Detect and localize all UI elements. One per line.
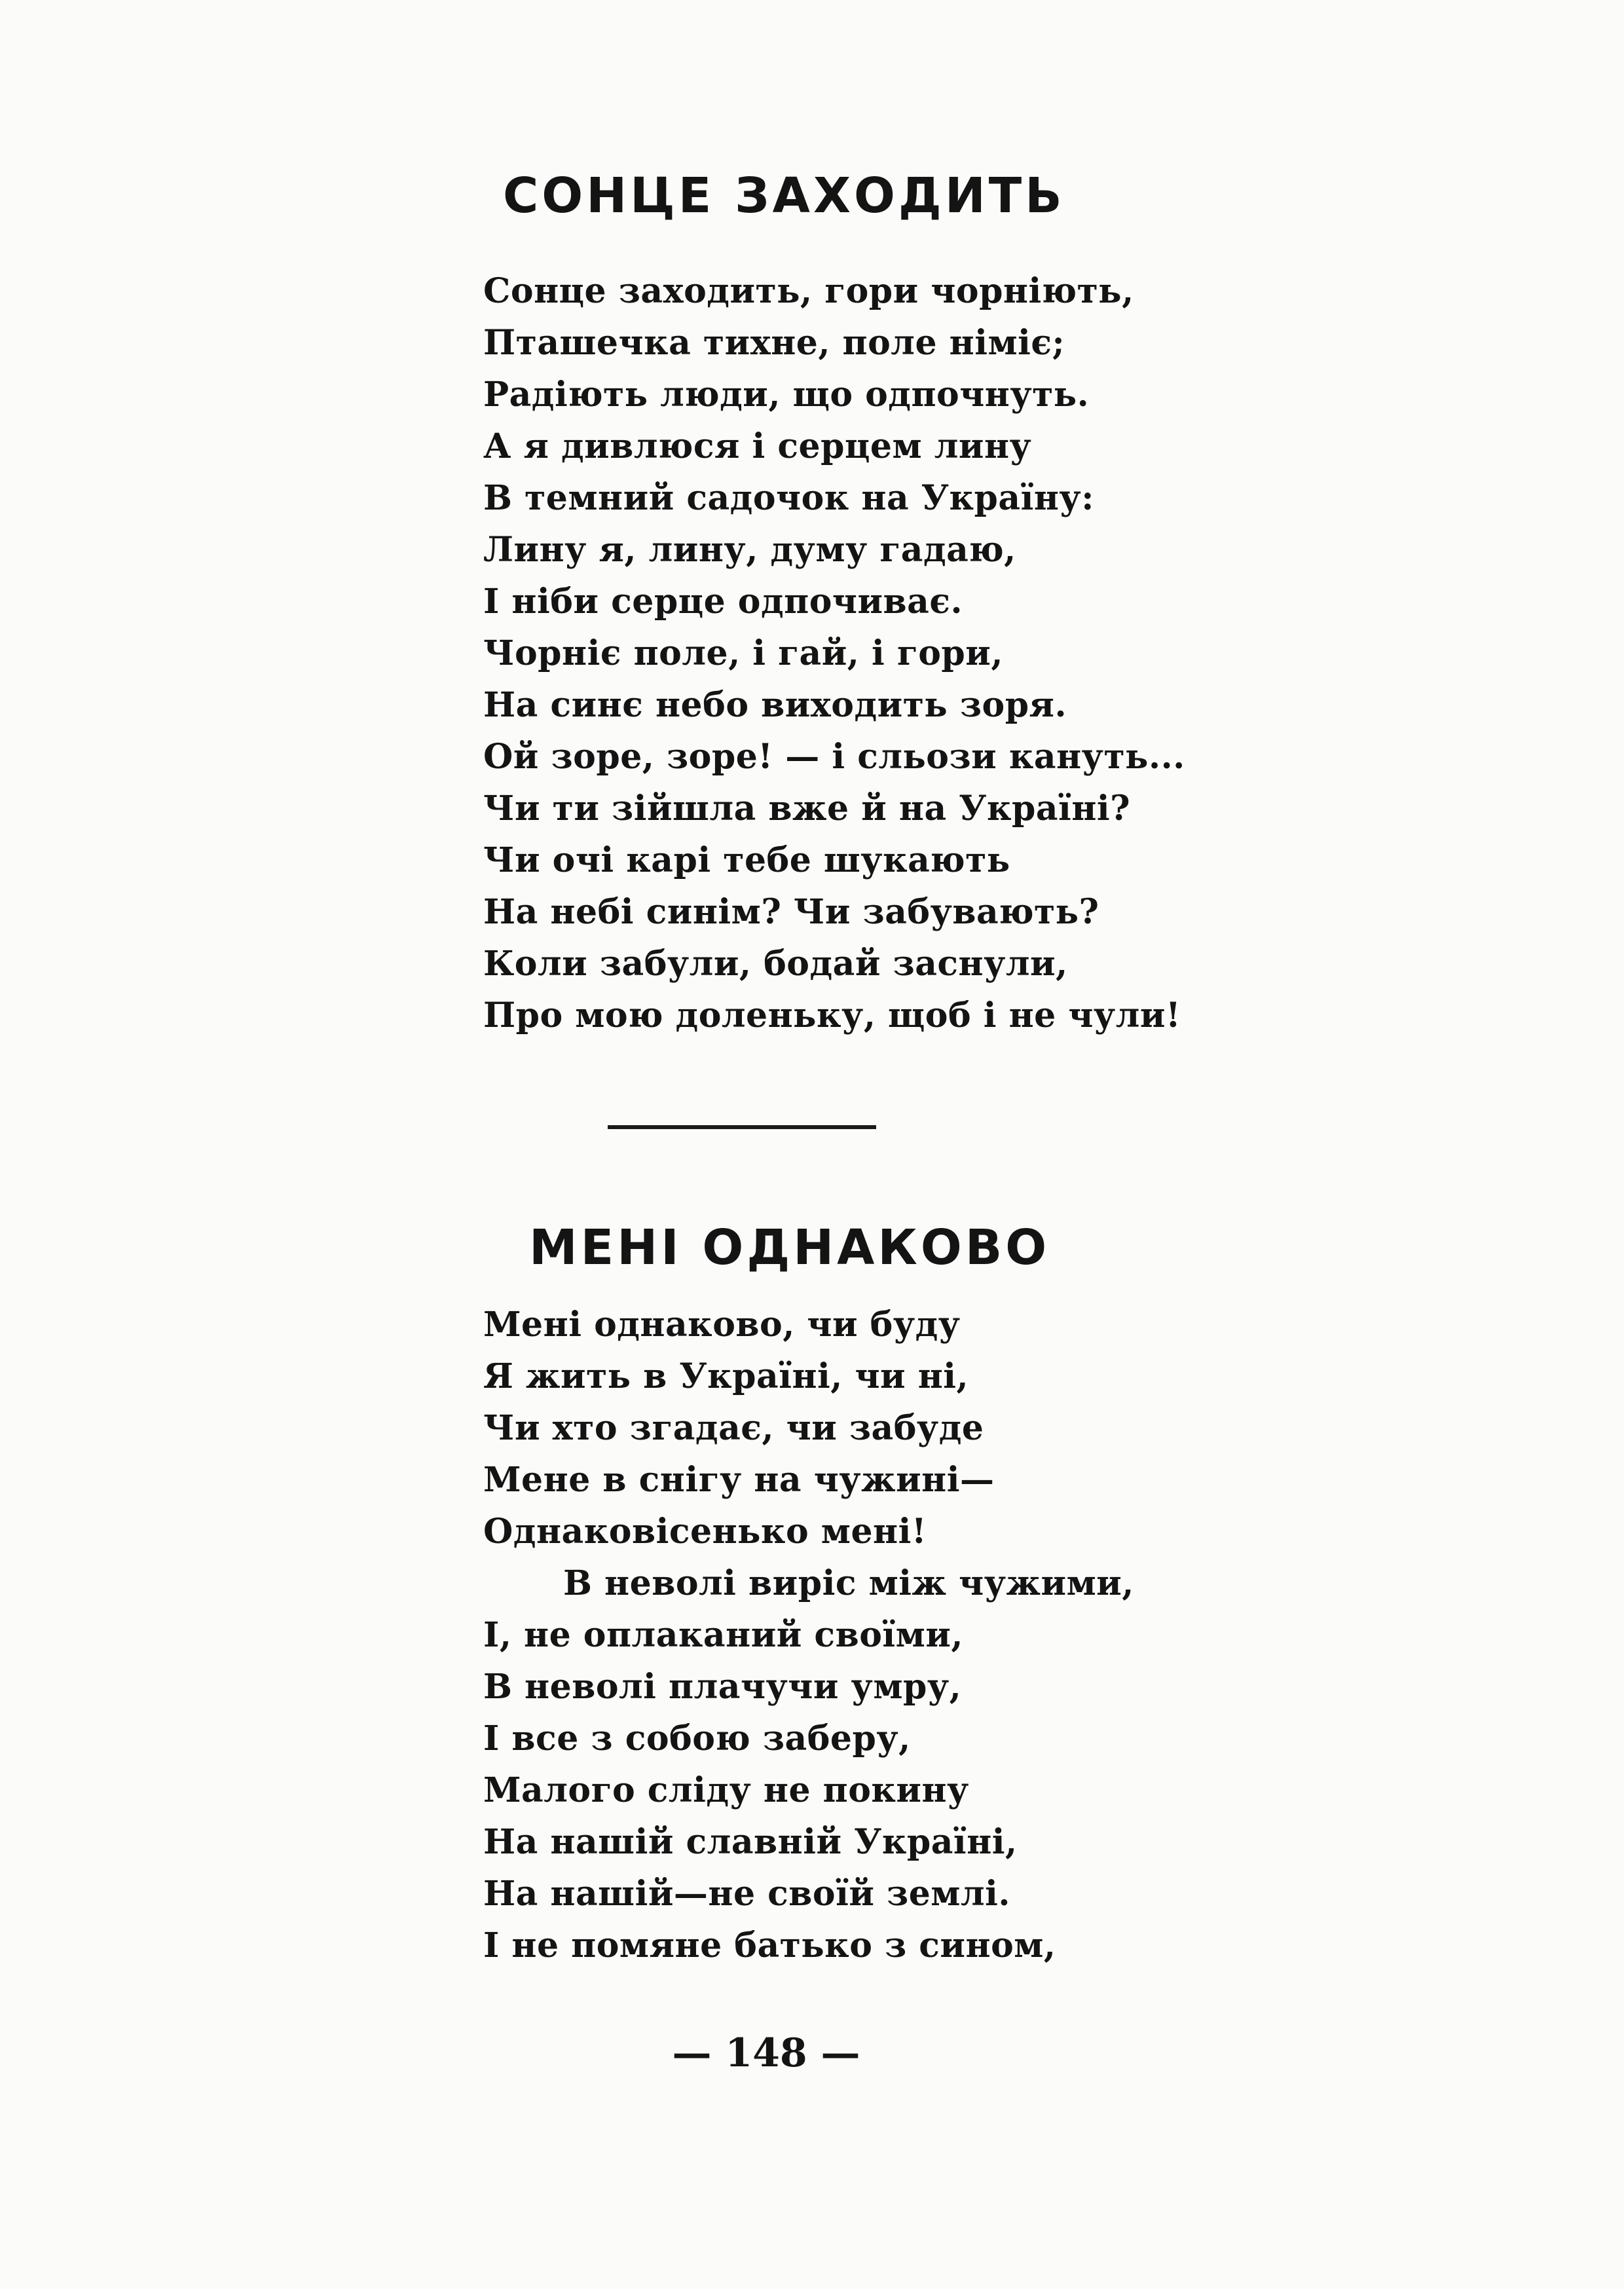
poem-line: Радіють люди, що одпочнуть. xyxy=(483,375,1090,415)
poem-line: Коли забули, бодай заснули, xyxy=(483,944,1068,984)
poem-line: На нашій славній Україні, xyxy=(483,1822,1018,1862)
poem-line: І, не оплаканий своїми, xyxy=(483,1615,963,1655)
poem-line: Малого сліду не покину xyxy=(483,1770,969,1810)
poem-line: Чи хто згадає, чи забуде xyxy=(483,1408,984,1448)
poem-line: Сонце заходить, гори чорніють, xyxy=(483,271,1134,311)
poem-body xyxy=(483,265,1400,1041)
poem-line: Лину я, лину, думу гадаю, xyxy=(483,530,1016,570)
poem-line: І все з собою заберу, xyxy=(483,1719,911,1759)
poem-line: Ой зоре, зоре! — і сльози кануть... xyxy=(483,737,1185,777)
poem-line: Про мою доленьку, щоб і не чули! xyxy=(483,996,1181,1035)
poem-line: В неволі виріс між чужими, xyxy=(563,1563,1134,1603)
poem-title: СОНЦЕ ЗАХОДИТЬ xyxy=(503,168,1065,224)
poem-line: Я жить в Україні, чи ні, xyxy=(483,1356,969,1396)
poem-line: На нашій—не своїй землі. xyxy=(483,1874,1010,1914)
poem-line: А я дивлюся і серцем лину xyxy=(483,426,1032,466)
page-number: — 148 — xyxy=(672,2030,860,2076)
poem-line: В темний садочок на Україну: xyxy=(483,478,1094,518)
poem-line: Чорніє поле, і гай, і гори, xyxy=(483,633,1003,673)
poem-line: Однаковісенько мені! xyxy=(483,1512,927,1552)
poem-line: В неволі плачучи умру, xyxy=(483,1667,962,1707)
poem-line: Чи ти зійшла вже й на Україні? xyxy=(483,789,1131,828)
poem-title: МЕНІ ОДНАКОВО xyxy=(529,1219,1050,1276)
poem-line: На синє небо виходить зоря. xyxy=(483,685,1067,725)
poem-line: Мені однаково, чи буду xyxy=(483,1305,961,1345)
poem-line: Пташечка тихне, поле німіє; xyxy=(483,323,1065,363)
poem-line: На небі синім? Чи забувають? xyxy=(483,892,1099,932)
poem-line: Чи очі карі тебе шукають xyxy=(483,840,1010,880)
poem-line: І не помяне батько з сином, xyxy=(483,1926,1056,1965)
poem-body xyxy=(483,1299,1400,1971)
poem-line: Мене в снігу на чужині— xyxy=(483,1460,995,1500)
section-divider xyxy=(608,1125,876,1129)
poem-line: І ніби серце одпочиває. xyxy=(483,582,963,622)
